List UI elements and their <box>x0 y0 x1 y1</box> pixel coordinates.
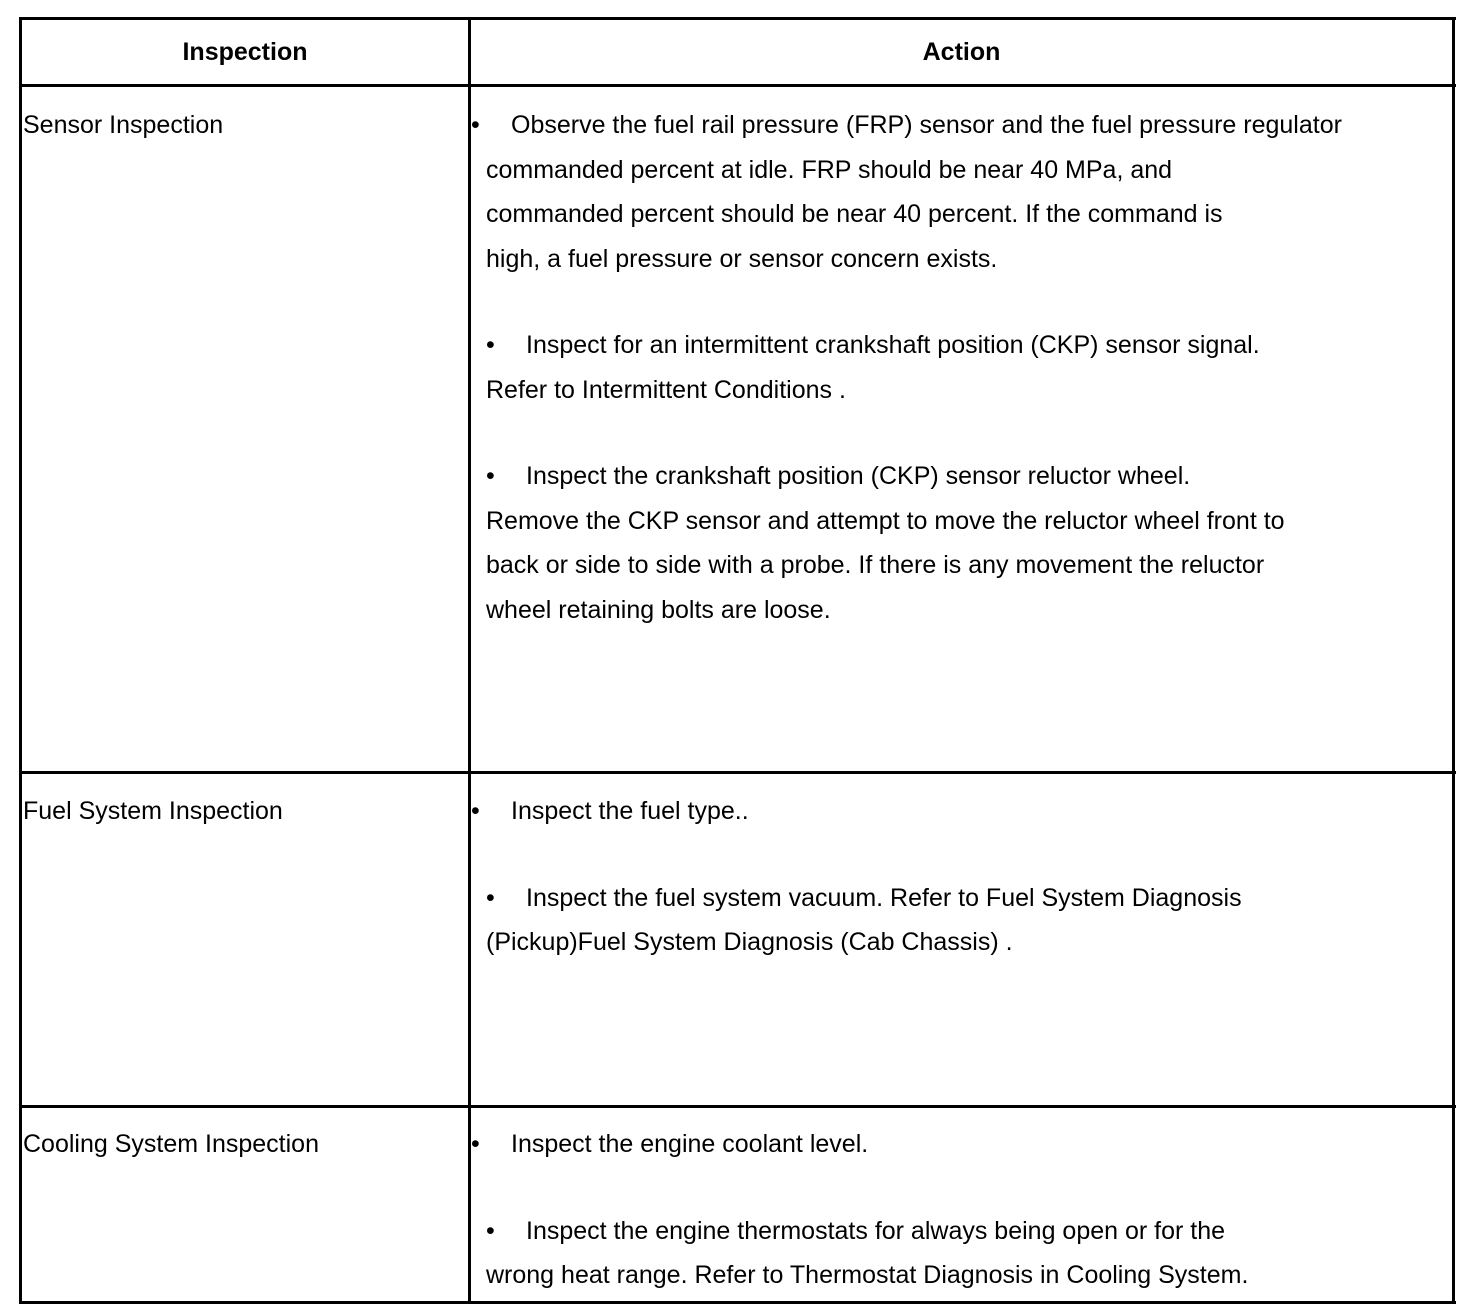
action-line: commanded percent should be near 40 percent. If the command is <box>486 200 1223 228</box>
action-cell <box>471 789 1242 965</box>
action-cell <box>471 103 1342 632</box>
action-line: wrong heat range. Refer to Thermostat Diagnosis in Cooling System. <box>486 1261 1249 1289</box>
table-border-right <box>1452 17 1455 1304</box>
table-border-bottom <box>19 1301 1456 1304</box>
bullet-icon: • <box>486 883 495 912</box>
action-line: commanded percent at idle. FRP should be near 40 MPa, and <box>486 155 1173 184</box>
action-line: wheel retaining bolts are loose. <box>486 595 831 624</box>
action-line: Refer to Intermittent Conditions . <box>486 375 846 404</box>
row-divider-2 <box>19 1105 1456 1108</box>
inspection-cell: Fuel System Inspection <box>23 797 283 825</box>
action-line: • Inspect the crankshaft position (CKP) sensor reluctor wheel. <box>471 454 1342 499</box>
header-action: Action <box>922 37 1001 66</box>
action-line: Remove the CKP sensor and attempt to move the reluctor wheel front to <box>486 506 1285 535</box>
bullet-icon: • <box>471 111 480 139</box>
action-line: • Inspect the engine thermostats for always being open or for the <box>471 1209 1248 1254</box>
inspection-action-table <box>19 17 1456 1304</box>
action-line: • Inspect the fuel system vacuum. Refer to Fuel System Diagnosis <box>471 876 1242 921</box>
bullet-icon: • <box>486 462 495 490</box>
table-border-left <box>19 17 22 1304</box>
action-cell <box>471 1122 1248 1298</box>
bullet-icon: • <box>471 797 480 825</box>
action-line: (Pickup)Fuel System Diagnosis (Cab Chassis) . <box>486 928 1013 956</box>
inspection-cell: Sensor Inspection <box>23 111 224 139</box>
action-line: • Inspect for an intermittent crankshaft position (CKP) sensor signal. <box>471 323 1342 368</box>
inspection-cell: Cooling System Inspection <box>23 1130 319 1158</box>
action-line: • Inspect the fuel type.. <box>471 789 1242 834</box>
action-line: • Inspect the engine coolant level. <box>471 1122 1248 1167</box>
bullet-icon: • <box>486 1216 495 1245</box>
action-line: back or side to side with a probe. If there is any movement the reluctor <box>486 551 1265 579</box>
header-inspection: Inspection <box>182 37 308 66</box>
action-line: high, a fuel pressure or sensor concern exists. <box>486 244 998 273</box>
bullet-icon: • <box>486 331 495 359</box>
action-line: • Observe the fuel rail pressure (FRP) sensor and the fuel pressure regulator <box>471 103 1342 148</box>
bullet-icon: • <box>471 1130 480 1158</box>
row-divider-1 <box>19 771 1456 774</box>
